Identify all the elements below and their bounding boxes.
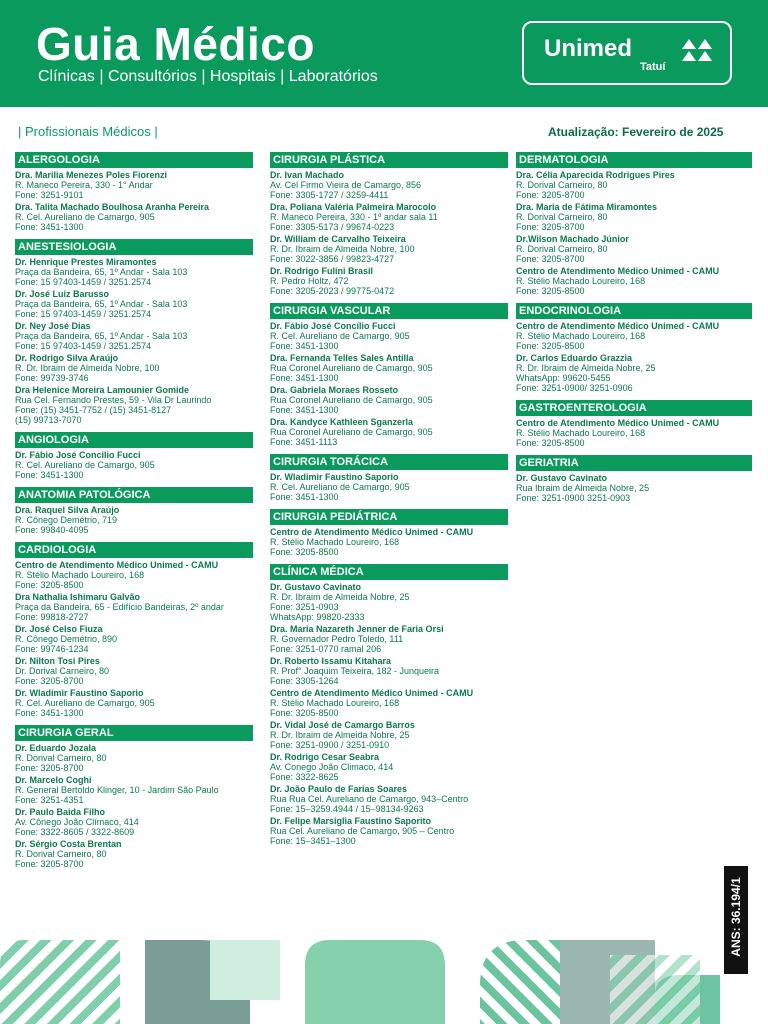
provider-entry <box>15 289 253 319</box>
provider-name: Dr. Fábio José Concilio Fucci <box>15 450 141 460</box>
provider-detail: R. Cel. Aureliano de Camargo, 905 <box>15 460 155 470</box>
provider-detail: R. Dr. Ibraim de Almeida Nobre, 25 <box>270 592 410 602</box>
provider-detail: R. Cônego Demétrio, 719 <box>15 515 118 525</box>
provider-detail: Fone: 3451-1300 <box>15 708 84 718</box>
provider-detail: Rua Cel. Aureliano de Camargo, 905 – Centro <box>270 826 455 836</box>
provider-detail: R. Stélio Machado Loureiro, 168 <box>15 570 145 580</box>
provider-entry <box>516 266 752 296</box>
provider-detail: Fone: 3205-8500 <box>516 438 585 448</box>
provider-entry <box>270 624 508 654</box>
provider-name: Dr. Rodrigo Fulini Brasil <box>270 266 374 276</box>
provider-detail: R. Dorival Carneiro, 80 <box>15 849 107 859</box>
provider-name: Centro de Atendimento Médico Unimed - CAMU <box>15 560 219 570</box>
logo-name: Unimed <box>544 35 633 62</box>
provider-detail: Fone: 3205-8700 <box>516 254 585 264</box>
provider-detail: Fone: 3205-8500 <box>15 580 84 590</box>
provider-detail: Av. Cel Firmo Vieira de Camargo, 856 <box>270 180 422 190</box>
column-3 <box>516 152 752 510</box>
provider-name: Dr. Marcelo Coghi <box>15 775 92 785</box>
provider-entry <box>270 353 508 383</box>
provider-detail: Fone: 3022-3856 / 99823-4727 <box>270 254 395 264</box>
provider-detail: R. Dorival Carneiro, 80 <box>15 753 107 763</box>
provider-detail: Fone: 3205-8700 <box>516 222 585 232</box>
provider-detail: R. Stélio Machado Loureiro, 168 <box>270 537 400 547</box>
provider-entry <box>15 353 253 383</box>
provider-entry <box>270 234 508 264</box>
provider-entry <box>516 473 752 503</box>
category-header: DERMATOLOGIA <box>516 152 752 168</box>
provider-detail: R. Cônego Demétrio, 890 <box>15 634 118 644</box>
provider-detail: Fone: 15 97403-1459 / 3251.2574 <box>15 277 152 287</box>
provider-entry <box>516 321 752 351</box>
provider-name: Dra. Fernanda Telles Sales Antilla <box>270 353 414 363</box>
provider-detail: Fone: 3451-1300 <box>270 492 339 502</box>
ans-text: ANS: 36.194/1 <box>729 877 743 957</box>
provider-name: Dr. Eduardo Jozala <box>15 743 97 753</box>
provider-name: Dra. Poliana Valéria Palmeira Marocolo <box>270 202 437 212</box>
category-header: ANATOMIA PATOLÓGICA <box>15 487 253 503</box>
provider-name: Dra. Maria de Fátima Miramontes <box>516 202 658 212</box>
provider-detail: Fone: 3205-8700 <box>15 676 84 686</box>
provider-detail: Fone: 3251-0770 ramal 206 <box>270 644 382 654</box>
provider-entry <box>270 582 508 622</box>
provider-name: Centro de Atendimento Médico Unimed - CAMU <box>270 527 474 537</box>
provider-detail: (15) 99713-7070 <box>15 415 82 425</box>
provider-detail: R. Cel. Aureliano de Camargo, 905 <box>15 698 155 708</box>
provider-name: Dr. Ivan Machado <box>270 170 345 180</box>
provider-name: Centro de Atendimento Médico Unimed - CAMU <box>516 321 720 331</box>
provider-entry <box>516 353 752 393</box>
provider-entry <box>270 656 508 686</box>
provider-entry <box>15 385 253 425</box>
provider-name: Dr. William de Carvalho Teixeira <box>270 234 406 244</box>
provider-name: Dr.Wilson Machado Júnior <box>516 234 629 244</box>
provider-entry <box>516 202 752 232</box>
provider-entry <box>516 234 752 264</box>
provider-entry <box>15 560 253 590</box>
logo-city: Tatuí <box>640 61 666 73</box>
provider-detail: Fone: 99818-2727 <box>15 612 89 622</box>
provider-detail: Fone: 3451-1113 <box>270 437 338 447</box>
category-header: CLÍNICA MÉDICA <box>270 564 508 580</box>
provider-entry <box>270 321 508 351</box>
provider-name: Dr. Carlos Eduardo Grazzia <box>516 353 633 363</box>
provider-detail: R. Cel. Aureliano de Camargo, 905 <box>270 482 410 492</box>
provider-name: Dra. Célia Aparecida Rodrigues Pires <box>516 170 675 180</box>
provider-entry <box>270 202 508 232</box>
provider-detail: Fone: 3251-4351 <box>15 795 84 805</box>
category-header: CIRURGIA PLÁSTICA <box>270 152 508 168</box>
provider-name: Dr. Roberto Issamu Kitahara <box>270 656 392 666</box>
provider-name: Dr. Felipe Marsiglia Faustino Saporito <box>270 816 432 826</box>
provider-detail: WhatsApp: 99620-5455 <box>516 373 611 383</box>
provider-entry <box>15 743 253 773</box>
provider-entry <box>15 321 253 351</box>
provider-entry <box>15 202 253 232</box>
provider-name: Dra. Marilia Menezes Poles Fiorenzi <box>15 170 168 180</box>
provider-detail: Fone: 3251-0900/ 3251-0906 <box>516 383 633 393</box>
header-banner <box>0 0 768 107</box>
provider-name: Dr. Gustavo Cavinato <box>270 582 362 592</box>
column-1 <box>15 152 253 876</box>
provider-detail: Fone: 15 97403-1459 / 3251.2574 <box>15 341 152 351</box>
provider-entry <box>270 385 508 415</box>
provider-entry <box>516 170 752 200</box>
provider-name: Dr. Henrique Prestes Miramontes <box>15 257 157 267</box>
provider-name: Centro de Atendimento Médico Unimed - CAMU <box>270 688 474 698</box>
provider-detail: Fone: 3205-8700 <box>15 859 84 869</box>
provider-detail: Fone: 3251-0903 <box>270 602 339 612</box>
provider-detail: R. Dr. Ibraim de Almeida Nobre, 100 <box>15 363 160 373</box>
provider-entry <box>15 450 253 480</box>
provider-name: Dr. José Celso Fiuza <box>15 624 103 634</box>
unimed-logo <box>522 21 732 85</box>
provider-detail: R. Stélio Machado Loureiro, 168 <box>516 276 646 286</box>
provider-name: Dr. Wladimir Faustino Saporio <box>270 472 399 482</box>
provider-entry <box>15 257 253 287</box>
provider-name: Dr. Gustavo Cavinato <box>516 473 608 483</box>
provider-name: Dr. Fábio José Concílio Fucci <box>270 321 396 331</box>
provider-detail: Praça da Bandeira, 65, 1º Andar - Sala 103 <box>15 331 188 341</box>
provider-detail: Fone: 3451-1300 <box>15 222 84 232</box>
provider-detail: Fone: 3251-9101 <box>15 190 84 200</box>
provider-detail: Fone: 3251-0900 / 3251-0910 <box>270 740 390 750</box>
provider-detail: Rua Coronel Aureliano de Camargo, 905 <box>270 427 433 437</box>
provider-detail: Fone: 99739-3746 <box>15 373 89 383</box>
category-header: ENDOCRINOLOGIA <box>516 303 752 319</box>
provider-detail: R. Dr. Ibraim de Almeida Nobre, 25 <box>516 363 656 373</box>
provider-detail: Fone: 3205-8500 <box>516 341 585 351</box>
provider-detail: Rua Ibraim de Almeida Nobre, 25 <box>516 483 650 493</box>
provider-detail: R. Stélio Machado Loureiro, 168 <box>516 331 646 341</box>
section-title: | Profissionais Médicos | <box>18 124 158 139</box>
provider-detail: R. Cel. Aureliano de Camargo, 905 <box>270 331 410 341</box>
provider-detail: R. Dorival Carneiro, 80 <box>516 212 608 222</box>
provider-name: Dr. Rodrigo Cesar Seabra <box>270 752 380 762</box>
provider-detail: Fone: 3205-8500 <box>516 286 585 296</box>
provider-entry <box>270 784 508 814</box>
provider-detail: WhatsApp: 99820-2333 <box>270 612 365 622</box>
category-header: CIRURGIA PEDIÁTRICA <box>270 509 508 525</box>
provider-detail: Fone: 15–3451–1300 <box>270 836 356 846</box>
provider-name: Dr. Rodrigo Silva Araújo <box>15 353 119 363</box>
provider-name: Dra. Talita Machado Boulhosa Aranha Pereira <box>15 202 210 212</box>
provider-detail: R. Maneco Pereira, 330 - 1º andar sala 11 <box>270 212 438 222</box>
provider-entry <box>15 807 253 837</box>
provider-entry <box>15 688 253 718</box>
column-2 <box>270 152 508 853</box>
provider-name: Dr. Sérgio Costa Brentan <box>15 839 122 849</box>
provider-detail: Rua Coronel Aureliano de Camargo, 905 <box>270 363 433 373</box>
provider-entry <box>270 170 508 200</box>
provider-detail: R. Stélio Machado Loureiro, 168 <box>270 698 400 708</box>
provider-entry <box>15 505 253 535</box>
provider-name: Dr. José Luiz Barusso <box>15 289 110 299</box>
category-header: ANESTESIOLOGIA <box>15 239 253 255</box>
provider-detail: R. Cel. Aureliano de Camargo, 905 <box>15 212 155 222</box>
category-header: ALERGOLOGIA <box>15 152 253 168</box>
page-title: Guia Médico <box>36 18 315 70</box>
provider-detail: Fone: (15) 3451-7752 / (15) 3451-8127 <box>15 405 172 415</box>
provider-entry <box>15 592 253 622</box>
provider-name: Dra. Kandyce Kathleen Sganzerla <box>270 417 414 427</box>
provider-detail: R. Governador Pedro Toledo, 111 <box>270 634 404 644</box>
page-subtitle: Clínicas | Consultórios | Hospitais | Laboratórios <box>38 68 378 85</box>
provider-detail: R. Stélio Machado Loureiro, 168 <box>516 428 646 438</box>
provider-entry <box>270 266 508 296</box>
provider-detail: R. Maneco Pereira, 330 - 1° Andar <box>15 180 153 190</box>
decorative-footer-pattern <box>0 935 768 1024</box>
unimed-tree-icon <box>680 37 714 63</box>
provider-entry <box>270 688 508 718</box>
provider-detail: Fone: 15 97403-1459 / 3251.2574 <box>15 309 152 319</box>
provider-entry <box>15 839 253 869</box>
provider-name: Centro de Atendimento Médico Unimed - CAMU <box>516 266 720 276</box>
provider-name: Dra. Gabriela Moraes Rosseto <box>270 385 399 395</box>
provider-name: Dra. Raquel Silva Araújo <box>15 505 120 515</box>
provider-name: Dr. João Paulo de Farias Soares <box>270 784 408 794</box>
provider-name: Centro de Atendimento Médico Unimed - CAMU <box>516 418 720 428</box>
provider-detail: Rua Coronel Aureliano de Camargo, 905 <box>270 395 433 405</box>
provider-detail: Fone: 3205-8700 <box>15 763 84 773</box>
provider-entry <box>15 170 253 200</box>
provider-detail: R. Dorival Carneiro, 80 <box>516 180 608 190</box>
provider-detail: R. General Bertoldo Klinger, 10 - Jardim São Paulo <box>15 785 219 795</box>
update-date: Atualização: Fevereiro de 2025 <box>548 125 724 139</box>
provider-name: Dra Helenice Moreira Lamounier Gomide <box>15 385 190 395</box>
provider-detail: Fone: 3205-8700 <box>516 190 585 200</box>
provider-name: Dr. Ney José Dias <box>15 321 91 331</box>
provider-detail: R. Prof° Joaquim Teixeira, 182 - Junqueira <box>270 666 440 676</box>
provider-detail: Praça da Bandeira, 65 - Edifício Bandeiras, 2º andar <box>15 602 224 612</box>
provider-detail: Fone: 3251-0900 3251-0903 <box>516 493 631 503</box>
provider-detail: Fone: 3205-2023 / 99775-0472 <box>270 286 395 296</box>
provider-detail: Fone: 99746-1234 <box>15 644 89 654</box>
provider-detail: Fone: 3305-5173 / 99674-0223 <box>270 222 395 232</box>
provider-name: Dra. Maria Nazareth Jenner de Faria Orsi <box>270 624 444 634</box>
provider-detail: Fone: 3305-1727 / 3259-4411 <box>270 190 389 200</box>
provider-detail: Fone: 3322-8625 <box>270 772 339 782</box>
provider-detail: R. Dr. Ibraim de Almeida Nobre, 25 <box>270 730 410 740</box>
provider-entry <box>270 527 508 557</box>
provider-detail: Av. Cônego João Clímaco, 414 <box>15 817 139 827</box>
provider-detail: Fone: 3322-8605 / 3322-8609 <box>15 827 135 837</box>
provider-detail: Fone: 3451-1300 <box>15 470 84 480</box>
provider-entry <box>270 417 508 447</box>
provider-detail: Fone: 3205-8500 <box>270 708 339 718</box>
provider-entry <box>270 720 508 750</box>
category-header: ANGIOLOGIA <box>15 432 253 448</box>
provider-detail: Fone: 99840-4095 <box>15 525 89 535</box>
category-header: GASTROENTEROLOGIA <box>516 400 752 416</box>
provider-detail: R. Dr. Ibraim de Almeida Nobre, 100 <box>270 244 415 254</box>
category-header: GERIATRIA <box>516 455 752 471</box>
provider-detail: Fone: 3451-1300 <box>270 341 339 351</box>
provider-detail: Rua Rua Cel. Aureliano de Camargo, 943–Centro <box>270 794 469 804</box>
category-header: CARDIOLOGIA <box>15 542 253 558</box>
category-header: CIRURGIA TORÁCICA <box>270 454 508 470</box>
provider-name: Dr. Nilton Tosi Pires <box>15 656 100 666</box>
category-header: CIRURGIA GERAL <box>15 725 253 741</box>
provider-entry <box>15 656 253 686</box>
provider-detail: Fone: 3451-1300 <box>270 405 339 415</box>
provider-detail: Dr. Dorival Carneiro, 80 <box>15 666 110 676</box>
provider-detail: Praça da Bandeira, 65, 1º Andar - Sala 103 <box>15 267 188 277</box>
provider-detail: Fone: 3205-8500 <box>270 547 339 557</box>
provider-entry <box>15 624 253 654</box>
provider-name: Dr. Wladimir Faustino Saporio <box>15 688 144 698</box>
provider-detail: R. Pedro Holtz, 472 <box>270 276 349 286</box>
provider-entry <box>15 775 253 805</box>
provider-entry <box>270 472 508 502</box>
provider-detail: Praça da Bandeira, 65, 1º Andar - Sala 103 <box>15 299 188 309</box>
provider-entry <box>270 752 508 782</box>
category-header: CIRURGIA VASCULAR <box>270 303 508 319</box>
provider-detail: Av. Conego João Climaco, 414 <box>270 762 394 772</box>
provider-detail: Fone: 3451-1300 <box>270 373 339 383</box>
provider-detail: Fone: 15–3259.4944 / 15–98134-9263 <box>270 804 424 814</box>
provider-name: Dr. Vidal José de Camargo Barros <box>270 720 415 730</box>
provider-detail: Rua Cel. Fernando Prestes, 59 - Vila Dr Laurindo <box>15 395 212 405</box>
provider-detail: R. Dorival Carneiro, 80 <box>516 244 608 254</box>
provider-entry <box>516 418 752 448</box>
provider-entry <box>270 816 508 846</box>
provider-name: Dra Nathalia Ishimaru Galvão <box>15 592 141 602</box>
provider-name: Dr. Paulo Baida Filho <box>15 807 106 817</box>
provider-detail: Fone: 3305-1264 <box>270 676 339 686</box>
